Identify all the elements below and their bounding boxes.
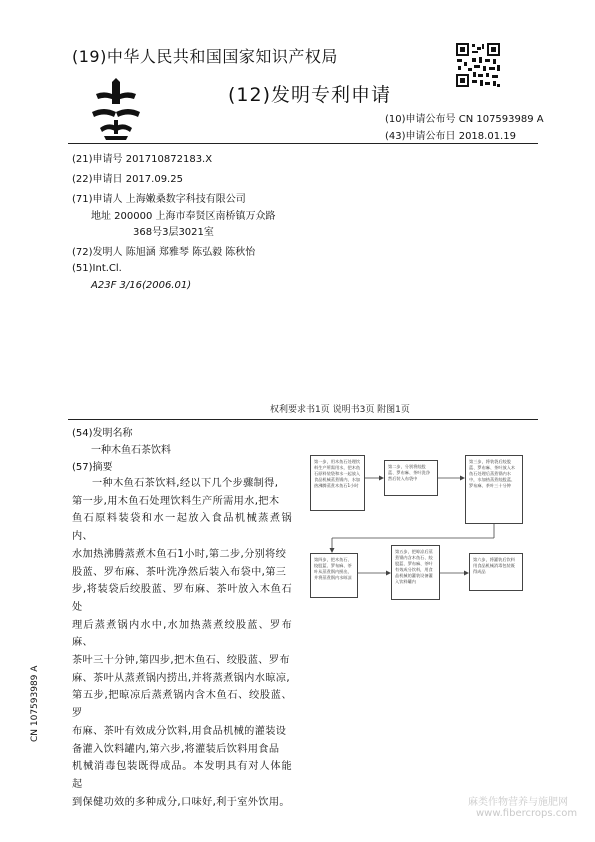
abstract-line: 水加热沸腾蒸煮木鱼石1小时,第二步,分别将绞: [72, 548, 287, 560]
int-cl-label: (51)Int.Cl.: [72, 263, 122, 274]
abstract-line: 鱼石原料装袋和水一起放入食品机械蒸煮锅内、: [72, 513, 292, 543]
flow-step-4: 第四步，把木鱼石、绞股蓝、罗布麻、茶叶从蒸煮锅内捞出，并将蒸煮锅内水晾凉: [310, 553, 358, 598]
int-cl-value: A23F 3/16(2006.01): [91, 280, 192, 291]
abstract-line: 机械消毒包装既得成品。本发明具有对人体能起: [72, 761, 292, 790]
document-type: (12)发明专利申请: [228, 84, 392, 106]
flow-step-2: 第二步，分别将绞股蓝、罗布麻、茶叶洗净然后装入布袋中: [384, 460, 438, 496]
address-line-2: 368号3层3021室: [133, 227, 214, 238]
invention-title-label: (54)发明名称: [72, 428, 133, 439]
flow-step-1: 第一步，用木鱼石处理饮料生产所需用水，把木鱼石原料装袋和水一起放入食品机械蒸煮锅内、水加热沸腾蒸煮木鱼石1小时: [310, 455, 365, 511]
page-count-summary: 权利要求书1页 说明书3页 附图1页: [270, 405, 410, 415]
abstract-line: 茶叶三十分钟,第四步,把木鱼石、绞股蓝、罗布: [72, 655, 290, 667]
abstract-line: 一种木鱼石茶饮料,经以下几个步骤制得,: [92, 478, 279, 489]
abstract-line: 步,将装袋后绞股蓝、罗布麻、茶叶放入木鱼石处: [72, 584, 292, 613]
abstract-line: 理后蒸煮锅内水中,水加热蒸煮绞股蓝、罗布麻、: [72, 619, 292, 649]
invention-title: 一种木鱼石茶饮料: [91, 445, 171, 456]
flow-step-3: 第三步，将装袋后绞股蓝、罗布麻、茶叶放入木鱼石处理后蒸煮锅内水中，水加热蒸煮绞股蓝、罗布麻、茶叶三十分钟: [465, 455, 523, 524]
inventors: (72)发明人 陈旭涵 郑雅琴 陈弘毅 陈秋怡: [72, 247, 256, 258]
issuing-office: (19)中华人民共和国国家知识产权局: [72, 47, 338, 66]
address-line-1: 地址 200000 上海市奉贤区南桥镇万众路: [91, 211, 276, 222]
application-date: (22)申请日 2017.09.25: [72, 174, 183, 185]
abstract-line: 股蓝、罗布麻、茶叶洗净然后装入布袋中,第三: [72, 566, 287, 578]
watermark-site-name: 麻类作物营养与施肥网: [468, 797, 568, 808]
applicant: (71)申请人 上海嫩桑数字科技有限公司: [72, 194, 246, 205]
flow-step-6: 第六步，将灌装后饮料用食品机械消毒包装既得成品: [469, 553, 523, 591]
abstract-line: 备灌入饮料罐内,第六步,将灌装后饮料用食品: [72, 743, 280, 755]
abstract-line: 第一步,用木鱼石处理饮料生产所需用水,把木: [72, 495, 280, 507]
publication-date: (43)申请公布日 2018.01.19: [385, 131, 516, 142]
abstract-line: 第五步,把晾凉后蒸煮锅内含木鱼石、绞股蓝、罗: [72, 690, 292, 720]
watermark-url: www.fibercrops.com: [476, 808, 578, 819]
abstract-line: 到保健功效的多种成分,口味好,利于室外饮用。: [72, 796, 290, 808]
abstract-line: 麻、茶叶从蒸煮锅内捞出,并将蒸煮锅内水晾凉,: [72, 672, 290, 684]
application-number: (21)申请号 201710872183.X: [72, 154, 213, 165]
abstract-line: 布麻、茶叶有效成分饮料,用食品机械的灌装设: [72, 725, 287, 737]
abstract-label: (57)摘要: [72, 462, 113, 473]
side-publication-number: CN 107593989 A: [30, 665, 40, 742]
publication-number: (10)申请公布号 CN 107593989 A: [385, 114, 544, 125]
flow-step-5: 第五步，把晾凉后蒸煮锅内含木鱼石、绞股蓝、罗布麻、茶叶有效成分饮料，用食品机械的灌装设备灌入饮料罐内: [391, 545, 440, 600]
